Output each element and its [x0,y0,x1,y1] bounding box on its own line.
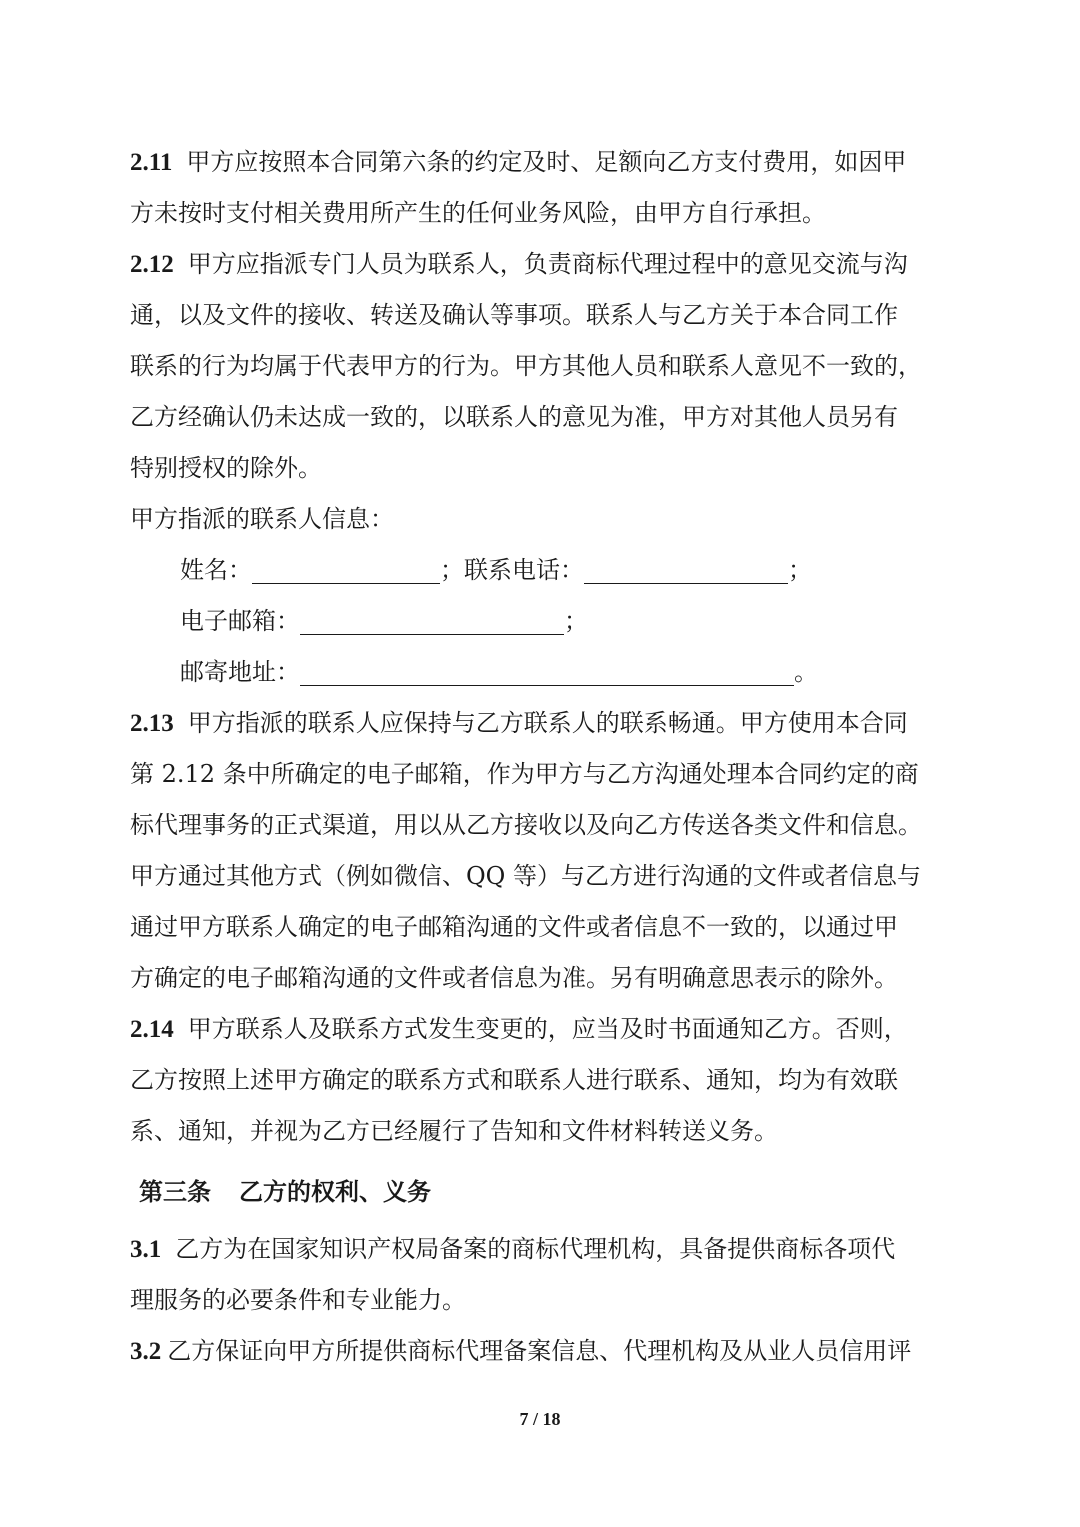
article-3-heading [130,1166,952,1217]
name-label: 姓名： [180,556,252,584]
clause-3-2-line-1: 3.2 乙方保证向甲方所提供商标代理备案信息、代理机构及从业人员信用评 [130,1337,912,1365]
contact-address-row: 邮寄地址： 。 [130,647,952,698]
clause-2-11-line-1: 2.11 甲方应按照本合同第六条的约定及时、足额向乙方支付费用，如因甲 [130,148,907,176]
clause-2-12-line-2: 通，以及文件的接收、转送及确认等事项。联系人与乙方关于本合同工作 [130,301,898,329]
phone-blank[interactable] [584,553,788,584]
clause-number: 2.12 [130,251,174,278]
clause-number: 3.2 [130,1338,162,1365]
clause-number: 3.1 [130,1236,162,1263]
clause-3-1-line-1: 3.1 乙方为在国家知识产权局备案的商标代理机构，具备提供商标各项代 [130,1235,896,1263]
address-blank[interactable] [300,655,794,686]
page-number: 7 / 18 [519,1409,561,1429]
email-label: 电子邮箱： [180,607,300,635]
email-blank[interactable] [300,604,564,635]
clause-number: 2.13 [130,710,174,737]
clause-2-12-line-4: 乙方经确认仍未达成一致的，以联系人的意见为准，甲方对其他人员另有 [130,403,898,431]
clause-2-14-line-3: 系、通知，并视为乙方已经履行了告知和文件材料转送义务。 [130,1117,778,1145]
phone-label: 联系电话： [464,556,584,584]
contact-name-row: 姓名： ；联系电话： ； [130,545,952,596]
contact-intro: 甲方指派的联系人信息： [130,505,394,533]
clause-number: 2.14 [130,1016,174,1043]
clause-2-13-line-6: 方确定的电子邮箱沟通的文件或者信息为准。另有明确意思表示的除外。 [130,964,898,992]
clause-2-14-line-2: 乙方按照上述甲方确定的联系方式和联系人进行联系、通知，均为有效联 [130,1066,898,1094]
document-body [130,137,952,1377]
clause-2-13-line-3: 标代理事务的正式渠道，用以从乙方接收以及向乙方传送各类文件和信息。 [130,811,922,839]
clause-number: 2.11 [130,149,173,176]
clause-2-13-line-4: 甲方通过其他方式（例如微信、QQ 等）与乙方进行沟通的文件或者信息与 [130,862,921,890]
contact-email-row: 电子邮箱： ； [130,596,952,647]
clause-3-1-line-2: 理服务的必要条件和专业能力。 [130,1286,466,1314]
article-number: 第三条 [139,1177,211,1206]
clause-2-12-line-3: 联系的行为均属于代表甲方的行为。甲方其他人员和联系人意见不一致的， [130,352,922,380]
clause-2-13-line-2: 第 2.12 条中所确定的电子邮箱，作为甲方与乙方沟通处理本合同约定的商 [130,760,919,788]
clause-2-13-line-5: 通过甲方联系人确定的电子邮箱沟通的文件或者信息不一致的，以通过甲 [130,913,898,941]
address-label: 邮寄地址： [180,658,300,686]
clause-2-13-line-1: 2.13 甲方指派的联系人应保持与乙方联系人的联系畅通。甲方使用本合同 [130,709,908,737]
clause-2-12-line-5: 特别授权的除外。 [130,454,322,482]
clause-2-14-line-1: 2.14 甲方联系人及联系方式发生变更的，应当及时书面通知乙方。否则， [130,1015,908,1043]
article-title: 乙方的权利、义务 [239,1177,431,1206]
clause-2-12-line-1: 2.12 甲方应指派专门人员为联系人，负责商标代理过程中的意见交流与沟 [130,250,908,278]
name-blank[interactable] [252,553,440,584]
clause-2-11-line-2: 方未按时支付相关费用所产生的任何业务风险，由甲方自行承担。 [130,199,826,227]
